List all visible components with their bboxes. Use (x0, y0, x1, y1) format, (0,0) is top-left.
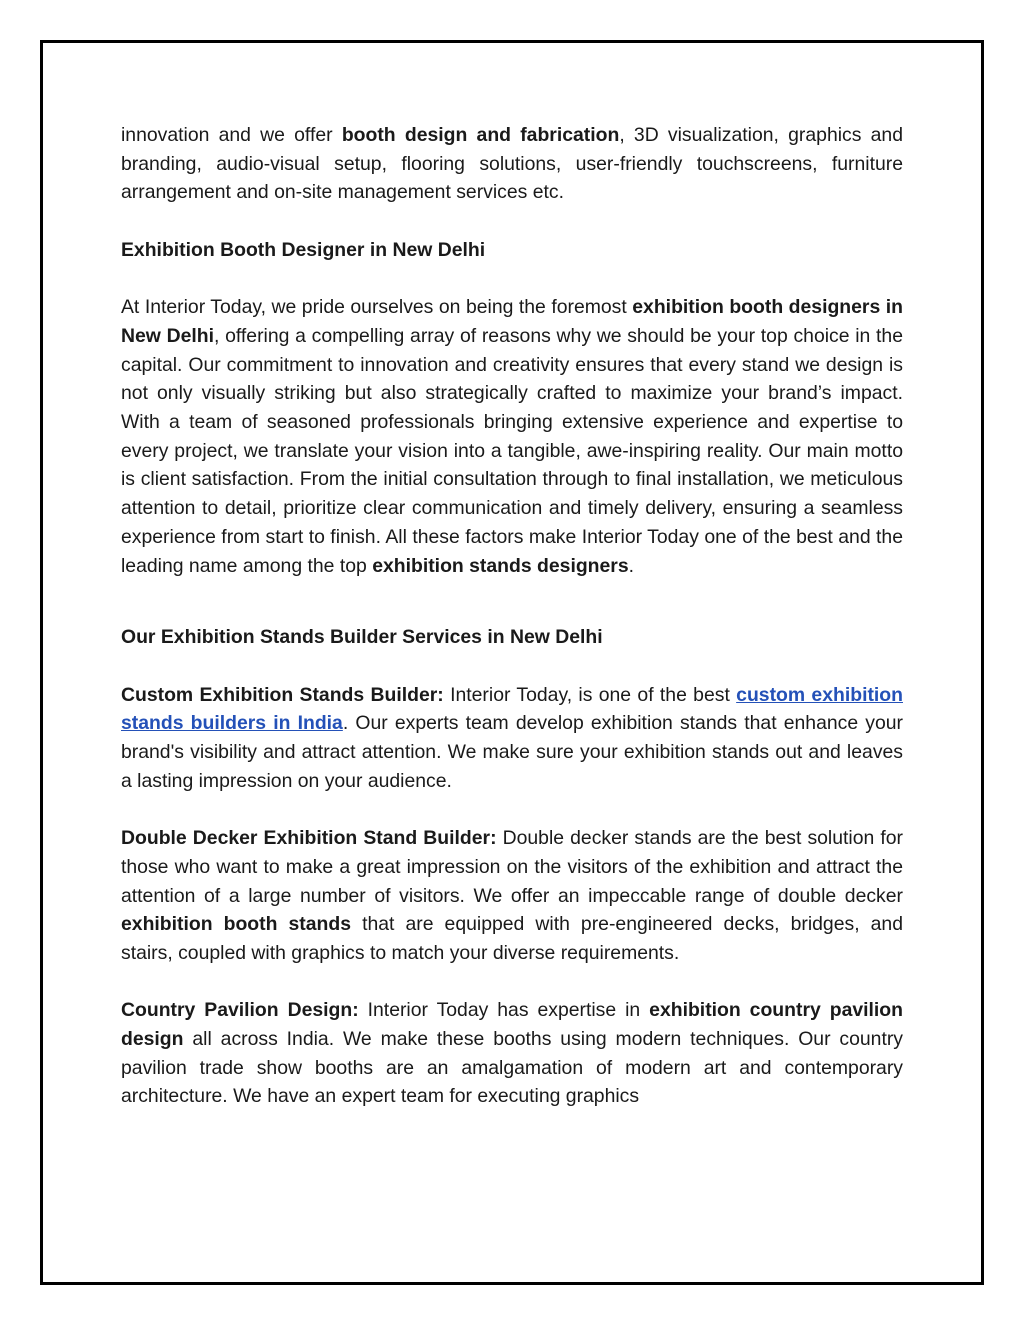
custom-stands-title: Custom Exhibition Stands Builder: (121, 683, 444, 706)
document-body (121, 121, 903, 1111)
about-text-1: At Interior Today, we pride ourselves on being the foremost (121, 296, 633, 319)
intro-text-1: innovation and we offer (121, 124, 342, 146)
custom-stands-link[interactable]: custom exhibition stands builders in India (121, 683, 903, 735)
pavilion-bold: exhibition country pavilion design (121, 999, 903, 1051)
intro-text-2: , 3D visualization, graphics and branding, audio-visual setup, flooring solutions, user-friendly touchscreens, furniture arrangement and on-site management services etc. (121, 124, 903, 204)
intro-paragraph (121, 121, 903, 207)
spacer (121, 968, 903, 997)
pavilion-text-1: Interior Today has expertise in (358, 999, 650, 1022)
about-text-3: . (628, 554, 635, 577)
about-paragraph (121, 293, 903, 580)
intro-bold-1: booth design and fabrication (341, 124, 620, 146)
double-decker-bold: exhibition booth stands (121, 913, 352, 936)
heading-booth-designer: Exhibition Booth Designer in New Delhi (121, 238, 486, 261)
double-decker-text-1: Double decker stands are the best solution for those who want to make a great impression on the visitors of the exhibition and attract the attention of a large number of visitors. We offer an impeccable range of double decker (121, 827, 903, 907)
spacer (121, 580, 903, 623)
heading-services: Our Exhibition Stands Builder Services in New Delhi (121, 626, 603, 649)
spacer (121, 652, 903, 681)
double-decker-text-2: that are equipped with pre-engineered decks, bridges, and stairs, coupled with graphics to match your diverse requirements. (121, 913, 903, 964)
pavilion-paragraph (121, 996, 903, 1111)
custom-stands-text-2: . Our experts team develop exhibition stands that enhance your brand's visibility and attract attention. We make sure your exhibition stands out and leaves a lasting impression on your audience. (121, 712, 903, 792)
double-decker-paragraph (121, 824, 903, 968)
pavilion-title: Country Pavilion Design: (121, 999, 359, 1022)
about-text-2: , offering a compelling array of reasons why we should be your top choice in the capital. Our commitment to innovation and creativity ensures that every stand we design is not only visually striking but also strategically crafted to maximize your brand’s impact. With a team of seasoned professionals bringing extensive experience and expertise to every project, we translate your vision into a tangible, awe-inspiring reality. Our main motto is client satisfaction. From the initial consultation through to final installation, we meticulous attention to detail, prioritize clear communication and timely delivery, ensuring a seamless experience from start to finish. All these factors make Interior Today one of the best and the leading name among the top (121, 324, 903, 577)
spacer (121, 207, 903, 236)
double-decker-title: Double Decker Exhibition Stand Builder: (121, 827, 497, 850)
about-bold-2: exhibition stands designers (372, 554, 629, 577)
custom-stands-text-1: Interior Today, is one of the best (443, 683, 737, 706)
about-bold-1: exhibition booth designers in New Delhi (121, 296, 903, 347)
pavilion-text-2: all across India. We make these booths using modern techniques. Our country pavilion trade show booths are an amalgamation of modern art and contemporary architecture. We have an expert team for executing graphics (121, 1028, 903, 1108)
custom-stands-paragraph (121, 681, 903, 796)
spacer (121, 795, 903, 824)
spacer (121, 265, 903, 294)
